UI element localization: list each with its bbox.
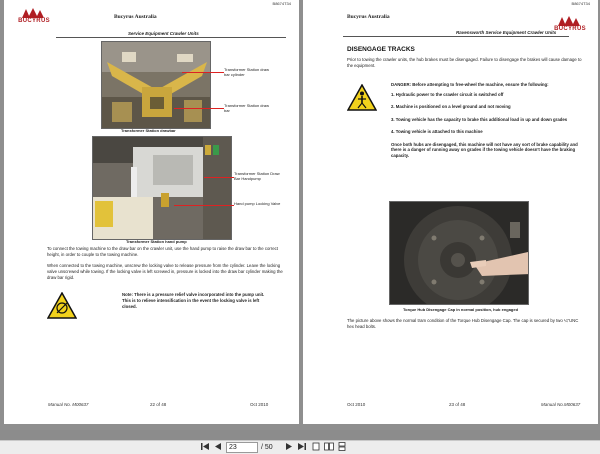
page-subtitle: Ravensworth Service Equipment Crawler Units bbox=[456, 30, 557, 35]
single-page-view-button[interactable] bbox=[310, 442, 322, 453]
logo-text: BUCYRUS bbox=[554, 26, 586, 32]
page-total: / 50 bbox=[261, 444, 273, 451]
last-page-button[interactable] bbox=[296, 442, 308, 453]
continuous-view-icon bbox=[337, 442, 347, 451]
document-code: B8674T34 bbox=[272, 1, 291, 6]
footer-manual-no: Manual No. M00637 bbox=[48, 402, 89, 407]
torque-hub-caption: Torque Hub Disengage Cap in normal position, hub engaged bbox=[403, 307, 519, 312]
danger-item: 3. Towing vehicle has the capacity to brake this additional load in up and down grades bbox=[391, 116, 568, 122]
hand-pump-photo bbox=[92, 136, 232, 240]
first-page-button[interactable] bbox=[199, 442, 211, 453]
callout-drawbar: Transformer Station draw bar bbox=[224, 103, 269, 113]
document-code: B8674T34 bbox=[571, 1, 590, 6]
danger-warning-icon bbox=[347, 84, 377, 111]
danger-tail: Once both hubs are disengaged, this machine will not have any sort of brake capability and there is a danger of running away on grades if the towing vehicle doesn't have the braking capacity. bbox=[391, 141, 578, 159]
previous-page-icon bbox=[213, 442, 223, 451]
pressure-relief-note: Note: There is a pressure relief valve incorporated into the pump unit. This is to relieve intensification in the event the locking valve is left closed. bbox=[122, 292, 265, 309]
next-page-button[interactable] bbox=[283, 442, 295, 453]
torque-hub-photo bbox=[389, 201, 529, 305]
page-subtitle: Service Equipment Crawler Units bbox=[128, 31, 199, 36]
header-title: Bucyrus Australia bbox=[114, 14, 157, 20]
danger-item: 4. Towing vehicle is attached to this machine bbox=[391, 129, 483, 135]
header-title: Bucyrus Australia bbox=[347, 14, 390, 20]
danger-item: 1. Hydraulic power to the crawler circuit is switched off bbox=[391, 91, 504, 97]
bucyrus-logo-mark-icon bbox=[22, 8, 46, 18]
first-page-icon bbox=[200, 442, 210, 451]
header-rule bbox=[343, 36, 569, 37]
footer-manual-no: Manual No.M00637 bbox=[541, 402, 581, 407]
next-page-icon bbox=[284, 442, 294, 451]
footer-date: Oct 2010 bbox=[250, 402, 269, 407]
footer-page-number: 23 of 48 bbox=[449, 402, 466, 407]
warning-triangle-icon bbox=[47, 292, 77, 319]
danger-item: 2. Machine is positioned on a level ground and not moving bbox=[391, 104, 511, 110]
bucyrus-logo-mark-icon bbox=[558, 16, 582, 26]
current-page-input[interactable]: 23 bbox=[226, 442, 258, 453]
callout-line bbox=[204, 177, 234, 178]
callout-drawbar-cylinder: Transformer Station draw bar cylinder bbox=[224, 67, 269, 77]
closing-paragraph: The picture above shows the normal tram condition of the Torque Hub Disengage Cap. The cap is secured by two ¼"UNC hex head bolts. bbox=[347, 318, 579, 329]
page-23 bbox=[303, 0, 598, 424]
danger-block bbox=[391, 82, 581, 159]
callout-line bbox=[174, 108, 224, 109]
photo2-caption: Transformer Station hand pump bbox=[126, 239, 187, 244]
previous-page-button[interactable] bbox=[212, 442, 224, 453]
two-page-view-button[interactable] bbox=[323, 442, 335, 453]
paragraph-connect: To connect the towing machine to the draw bar on the crawler unit, use the hand pump to raise the draw bar to the correct height, in order to couple to the towing machine. bbox=[47, 246, 278, 257]
bucyrus-logo bbox=[16, 8, 52, 26]
section-heading: DISENGAGE TRACKS bbox=[347, 46, 415, 53]
callout-line bbox=[174, 205, 234, 206]
photo1-caption: Transformer Station drawbar bbox=[121, 128, 176, 133]
footer-page-number: 22 of 48 bbox=[150, 402, 167, 407]
continuous-view-button[interactable] bbox=[336, 442, 348, 453]
logo-text: BUCYRUS bbox=[18, 18, 50, 24]
callout-locking-valve: Hand pump Locking Valve bbox=[234, 201, 281, 206]
navigation-toolbar bbox=[0, 440, 600, 454]
callout-line bbox=[182, 72, 224, 73]
paragraph-locking-valve: When connected to the towing machine, unscrew the locking valve to release pressure from the cylinder. Leave the locking valve unscrewed while towing. If the locking valve is left screwed in, pressure is locked into the draw bar cylinder making the draw bar rigid. bbox=[47, 263, 283, 280]
page-22 bbox=[4, 0, 299, 424]
callout-drawbar-handpump: Transformer Station Draw Bar Handpump bbox=[234, 171, 280, 181]
bucyrus-logo bbox=[552, 16, 588, 34]
single-page-icon bbox=[311, 442, 321, 451]
header-rule bbox=[56, 37, 286, 38]
intro-paragraph: Prior to towing the crawler units, the hub brakes must be disengaged. Failure to disengage the brakes will cause damage to the equipment. bbox=[347, 57, 582, 68]
last-page-icon bbox=[297, 442, 307, 451]
drawbar-photo bbox=[101, 41, 211, 129]
danger-lead: DANGER: Before attempting to free-wheel the machine, ensure the following: bbox=[391, 82, 549, 87]
two-page-icon bbox=[324, 442, 334, 451]
footer-date: Oct 2010 bbox=[347, 402, 366, 407]
